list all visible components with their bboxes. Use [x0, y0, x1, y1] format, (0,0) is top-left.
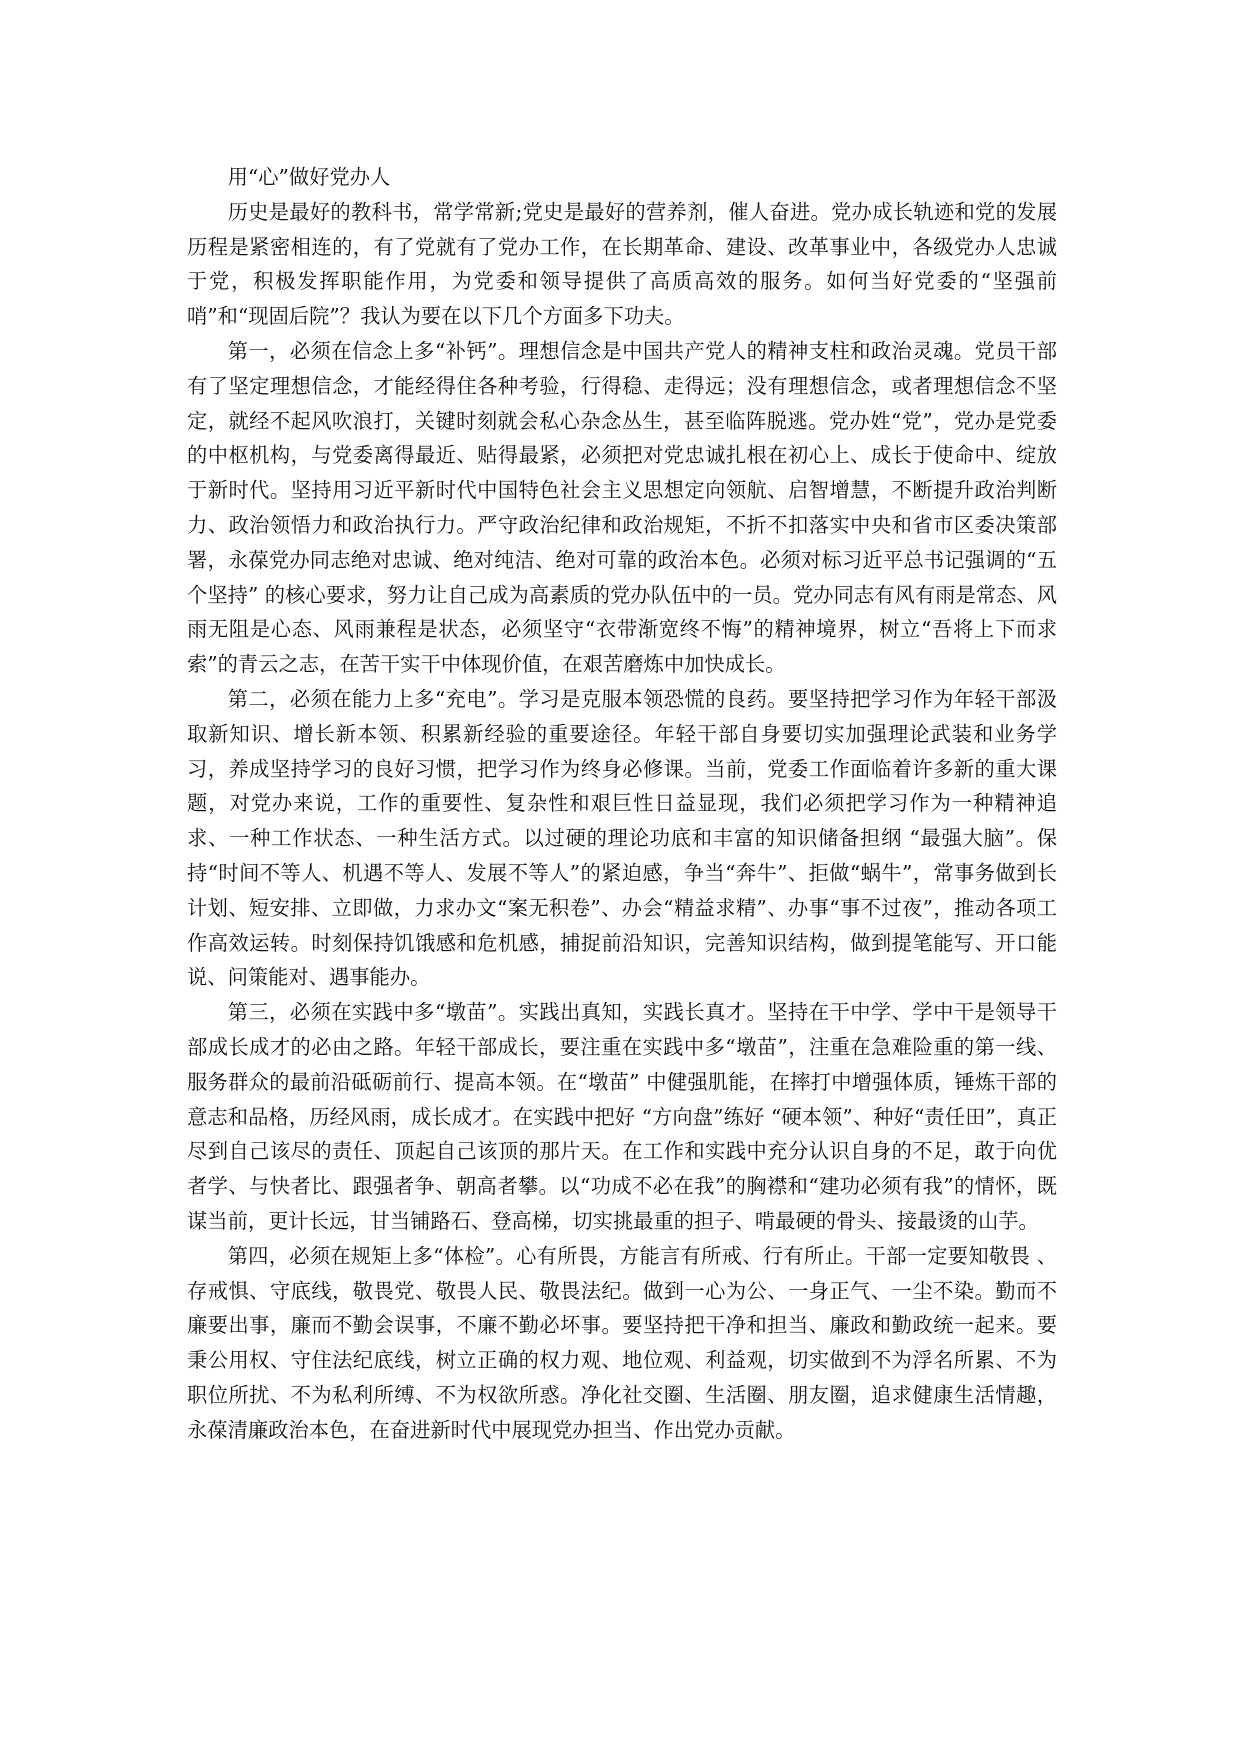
paragraph-first-belief: 第一，必须在信念上多“补钙”。理想信念是中国共产党人的精神支柱和政治灵魂。党员干部有了坚定理想信念，才能经得住各种考验，行得稳、走得远；没有理想信念，或者理想信念不坚定，就经不起风吹浪打，关键时刻就会私心杂念丛生，甚至临阵脱逃。党办姓“党”，党办是党委的中枢机构，与党委离得最近、贴得最紧，必须把对党忠诚扎根在初心上、成长于使命中、绽放于新时代。坚持用习近平新时代中国特色社会主义思想定向领航、启智增慧，不断提升政治判断力、政治领悟力和政治执行力。严守政治纪律和政治规矩，不折不扣落实中央和省市区委决策部署，永葆党办同志绝对忠诚、绝对纯洁、绝对可靠的政治本色。必须对标习近平总书记强调的“五个坚持” 的核心要求，努力让自己成为高素质的党办队伍中的一员。党办同志有风有雨是常态、风雨无阻是心态、风雨兼程是状态，必须坚守“衣带渐宽终不悔”的精神境界，树立“吾将上下而求索”的青云之志，在苦干实干中体现价值，在艰苦磨炼中加快成长。 — [187, 338, 1057, 677]
article-body — [187, 160, 1057, 1447]
paragraph-intro: 历史是最好的教科书，常学常新;党史是最好的营养剂，催人奋进。党办成长轨迹和党的发展历程是紧密相连的，有了党就有了党办工作，在长期革命、建设、改革事业中，各级党办人忠诚于党，积极发挥职能作用，为党委和领导提供了高质高效的服务。如何当好党委的“坚强前哨”和“现固后院”？我认为要在以下几个方面多下功夫。 — [187, 199, 1057, 329]
paragraph-third-practice: 第三，必须在实践中多“墩苗”。实践出真知，实践长真才。坚持在干中学、学中干是领导干部成长成才的必由之路。年轻干部成长，要注重在实践中多“墩苗”，注重在急难险重的第一线、服务群众的最前沿砥砺前行、提高本领。在“墩苗” 中健强肌能，在摔打中增强体质，锤炼干部的意志和品格，历经风雨，成长成才。在实践中把好 “方向盘”练好 “硬本领”、种好“责任田”，真正尽到自己该尽的责任、顶起自己该顶的那片天。在工作和实践中充分认识自身的不足，敢于向优者学、与快者比、跟强者争、朝高者攀。以“功成不必在我”的胸襟和“建功必须有我”的情怀，既谋当前，更计长远，甘当铺路石、登高梯，切实挑最重的担子、啃最硬的骨头、接最烫的山芋。 — [187, 1000, 1057, 1233]
paragraph-fourth-rules: 第四，必须在规矩上多“体检”。心有所畏，方能言有所戒、行有所止。干部一定要知敬畏 、存戒惧、守底线，敬畏党、敬畏人民、敬畏法纪。做到一心为公、一身正气、一尘不染。勤而不廉要出事，廉而不勤会误事，不廉不勤必坏事。要坚持把干净和担当、廉政和勤政统一起来。要秉公用权、守住法纪底线，树立正确的权力观、地位观、利益观，切实做到不为浮名所累、不为职位所扰、不为私利所缚、不为权欲所惑。净化社交圈、生活圈、朋友圈，追求健康生活情趣，永葆清廉政治本色，在奋进新时代中展现党办担当、作出党办贡献。 — [187, 1243, 1057, 1442]
article-title: 用“心”做好党办人 — [227, 165, 391, 189]
paragraph-second-ability: 第二，必须在能力上多“充电”。学习是克服本领恐慌的良药。要坚持把学习作为年轻干部汲取新知识、增长新本领、积累新经验的重要途径。年轻干部自身要切实加强理论武装和业务学习，养成坚持学习的良好习惯，把学习作为终身必修课。当前，党委工作面临着许多新的重大课题，对党办来说，工作的重要性、复杂性和艰巨性日益显现，我们必须把学习作为一种精神追求、一种工作状态、一种生活方式。以过硬的理论功底和丰富的知识储备担纲 “最强大脑”。保持“时间不等人、机遇不等人、发展不等人”的紧迫感，争当“奔牛”、拒做“蜗牛”，常事务做到长计划、短安排、立即做，力求办文“案无积卷”、办会“精益求精”、办事“事不过夜”，推动各项工作高效运转。时刻保持饥饿感和危机感，捕捉前沿知识，完善知识结构，做到提笔能写、开口能说、问策能对、遇事能办。 — [187, 686, 1057, 990]
